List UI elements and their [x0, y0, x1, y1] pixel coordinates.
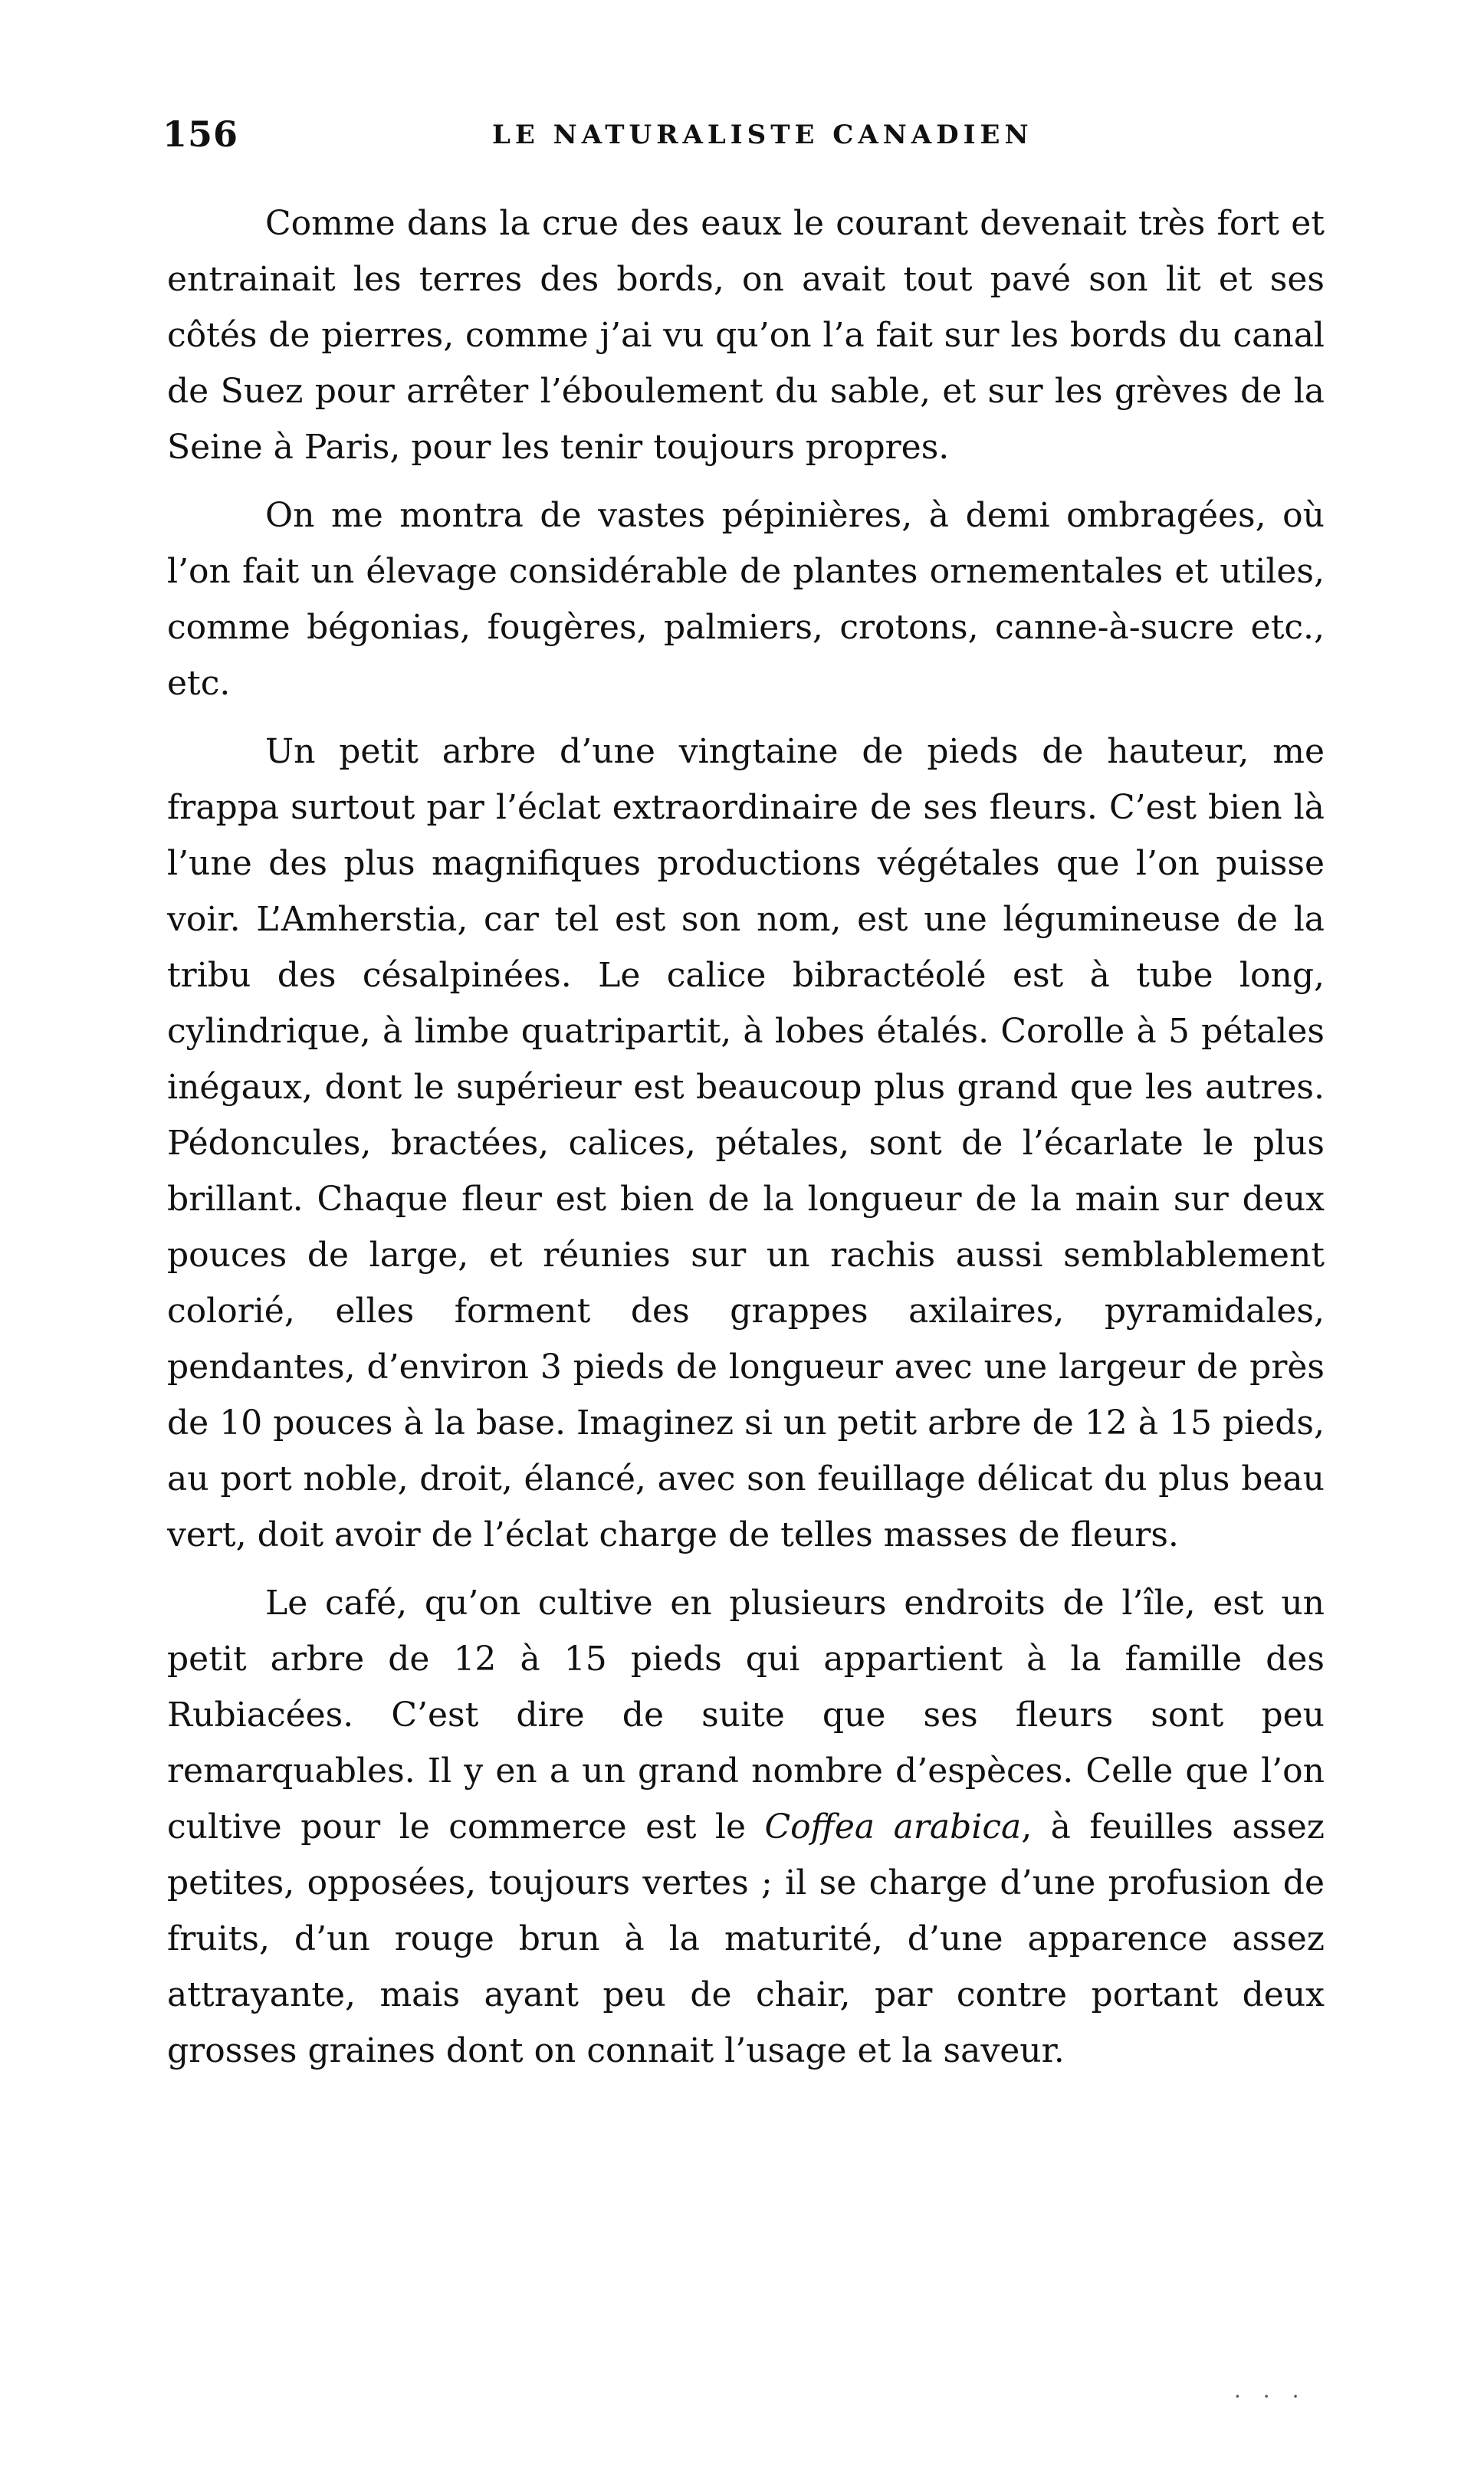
- running-head: [163, 113, 1312, 167]
- coffee-text-after: , à feuilles assez petites, opposées, toujours vertes ; il se charge d’une profusion de fruits, d’un rouge brun à la maturité, d’une apparence assez attrayante, mais ayant peu de chair, par contre portant deux grosses graines dont on connait l’usage et la saveur.: [167, 1807, 1325, 2070]
- page-number: 156: [163, 113, 239, 155]
- print-speck-marks: · · ·: [1234, 2384, 1307, 2409]
- paragraph-amherstia: Un petit arbre d’une vingtaine de pieds de hauteur, me frappa surtout par l’éclat extraordinaire de ses fleurs. C’est bien là l’une des plus magnifiques productions végétales que l’on puisse voir. L’Amherstia, car tel est son nom, est une légumineuse de la tribu des césalpinées. Le calice bibractéolé est à tube long, cylindrique, à limbe quatripartit, à lobes étalés. Corolle à 5 pétales inégaux, dont le supérieur est beaucoup plus grand que les autres. Pédoncules, bractées, calices, pétales, sont de l’écarlate le plus brillant. Chaque fleur est bien de la longueur de la main sur deux pouces de large, et réunies sur un rachis aussi semblablement colorié, elles forment des grappes axilaires, pyramidales, pendantes, d’environ 3 pieds de longueur avec une largeur de près de 10 pouces à la base. Imaginez si un petit arbre de 12 à 15 pieds, au port noble, droit, élancé, avec son feuillage délicat du plus beau vert, doit avoir de l’éclat charge de telles masses de fleurs.: [167, 732, 1325, 1554]
- paragraph-river-paving: Comme dans la crue des eaux le courant devenait très fort et entrainait les terres des bords, on avait tout pavé son lit et ses côtés de pierres, comme j’ai vu qu’on l’a fait sur les bords du canal de Suez pour arrêter l’éboulement du sable, et sur les grèves de la Seine à Paris, pour les tenir toujours propres.: [167, 204, 1325, 467]
- journal-title: LE NATURALISTE CANADIEN: [492, 120, 1033, 150]
- coffee-text-before: Le café, qu’on cultive en plusieurs endroits de l’île, est un petit arbre de 12 à 15 pieds qui appartient à la famille des Rubiacées. C’est dire de suite que ses fleurs sont peu remarquables. Il y en a un grand nombre d’espèces. Celle que l’on cultive pour le commerce est le: [167, 1584, 1325, 1847]
- paragraph-nurseries: On me montra de vastes pépinières, à demi ombragées, où l’on fait un élevage considérable de plantes ornementales et utiles, comme bégonias, fougères, palmiers, crotons, canne-à-sucre etc., etc.: [167, 496, 1325, 703]
- coffea-arabica-species-name: Coffea arabica: [764, 1807, 1022, 1847]
- paragraph-coffee: [167, 1575, 1325, 2079]
- body-text: [167, 195, 1325, 2091]
